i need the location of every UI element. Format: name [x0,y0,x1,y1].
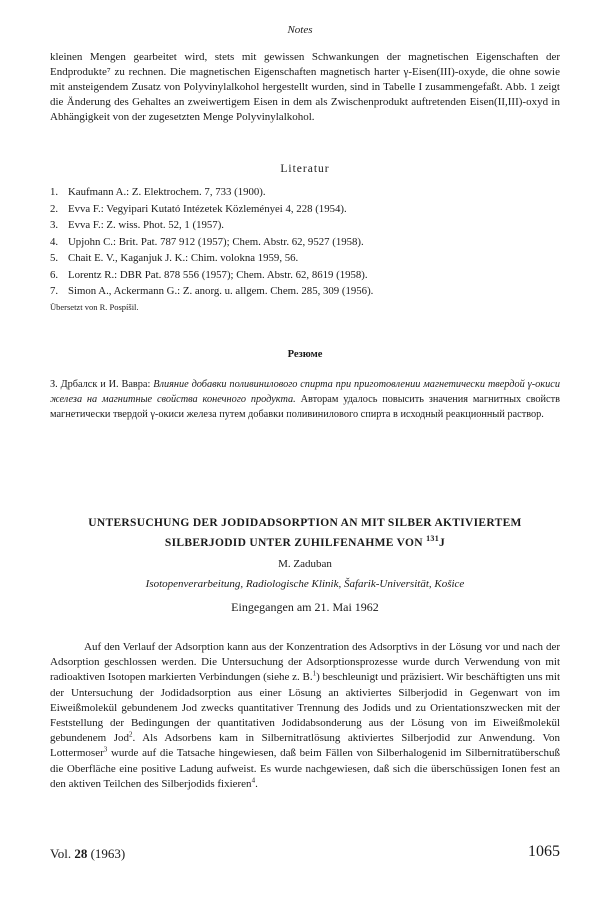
resume-authors: З. Дрбалск и И. Вавра: [50,379,154,390]
isotope-symbol: J [439,536,446,549]
reference-item: 7. Simon A., Ackermann G.: Z. anorg. u. allgem. Chem. 285, 309 (1956). [50,285,374,297]
reference-mark: 4 [251,776,256,785]
reference-item: 3. Evva F.: Z. wiss. Phot. 52, 1 (1957). [50,219,224,231]
reference-item: 6. Lorentz R.: DBR Pat. 878 556 (1957); Chem. Abstr. 62, 8619 (1958). [50,268,368,281]
article-title-line-2: SILBERJODID UNTER ZUHILFENAHME VON $^{131}$J [164,534,446,549]
article-affiliation: Isotopenverarbeitung, Radiologische Klinik, Šafarik-Universität, Košice [145,578,465,590]
volume-number: 28 [74,846,88,861]
reference-mark: 2 [129,730,133,739]
received-date: Eingegangen am 21. Mai 1962 [231,600,379,614]
resume-text: Авторам удалось повысить значения магнитных свойств магнетически твердой γ-окиси железа путем добавки поливинилового спирта в исходный реакционный раствор. [50,394,560,420]
volume-info: Vol. 28 (1963) [50,846,126,861]
resume-paragraph [50,377,560,422]
resume-title-italic: Влияние добавки поливинилового спирта при приготовлении магнетически твердой γ-окиси железа на магнитные свойства конечного продукта. [50,379,560,405]
reference-item: 5. Chait E. V., Kaganjuk J. K.: Chim. volokna 1959, 56. [50,252,299,264]
article-body-paragraph: Auf den Verlauf der Adsorption kann aus der Konzentration des Adsorptivs in der Lösung vor und nach der Adsorption geschlossen werden. Die Untersuchung der Adsorptionsprozesse wurde durch Verwendung von mit radioaktiven Isotopen markierten Verbindungen (siehe z. B.$^1$) beschleunigt und präzisiert. Wir beschäftigten uns mit der Untersuchung der Jodidadsorption aus einer Lösung an aktiviertes Silberjodid in Gegenwart von im Eiweißmolekül gebundenem Jod zwecks quantitativer Trennung des Jodids und zu Orientationszwecken mit der Feststellung der Bedingungen der quantitativen Jodidabsonderung aus der Lösung von im Eiweißmolekül gebundenem Jod$^2$. Als Adsorbens kam in Silbernitratlösung aktiviertes Silberjodid zur Anwendung. Von Lottermoser$^3$ wurde auf die Tatsache hingewiesen, daß beim Fällen von Silberhalogenid im Silbernitratüberschuß die Oberfläche eine positive Ladung aufweist. Es wurde nachgewiesen, daß sich die überschüssigen Ionen fest an den aktiven Teilchen des Silberjodids fixieren$^4$. [50,641,560,790]
reference-item: 2. Evva F.: Vegyipari Kutató Intézetek Közleményei 4, 228 (1954). [50,202,347,215]
article-title-line-1: UNTERSUCHUNG DER JODIDADSORPTION AN MIT SILBER AKTIVIERTEM [88,517,522,529]
literature-heading: Literatur [280,163,330,175]
reference-mark: 1 [312,669,317,678]
page-number: 1065 [528,843,560,860]
reference-list [50,184,560,300]
running-head: Notes [287,24,313,36]
reference-item: 4. Upjohn C.: Brit. Pat. 787 912 (1957); Chem. Abstr. 62, 9527 (1958). [50,235,364,248]
reference-item: 1. Kaufmann A.: Z. Elektrochem. 7, 733 (1900). [50,186,266,198]
translator-note: Übersetzt von R. Pospíšil. [50,302,139,312]
intro-paragraph: kleinen Mengen gearbeitet wird, stets mit gewissen Schwankungen der magnetischen Eigenschaften der Endprodukte⁷ zu rechnen. Die magnetischen Eigenschaften magnetisch harter γ-Eisen(III)-oxyde, die ohne sowie mit ansteigendem Zusatz von Polyvinylalkohol hergestellt wurden, sind in Tabelle I zusammengefaßt. Abb. 1 zeigt die Änderung des Gehaltes an zweiwertigem Eisen in dem als Zwischenprodukt auftretenden Eisen(II,III)-oxyd in Abhängigkeit von der zugesetzten Menge Polyvinylalkohol. [50,51,560,123]
reference-mark: 3 [103,745,108,754]
article-title [50,515,560,551]
resume-heading: Резюме [287,349,323,360]
article-author: M. Zaduban [278,558,332,570]
isotope-mass: 131 [426,534,440,543]
